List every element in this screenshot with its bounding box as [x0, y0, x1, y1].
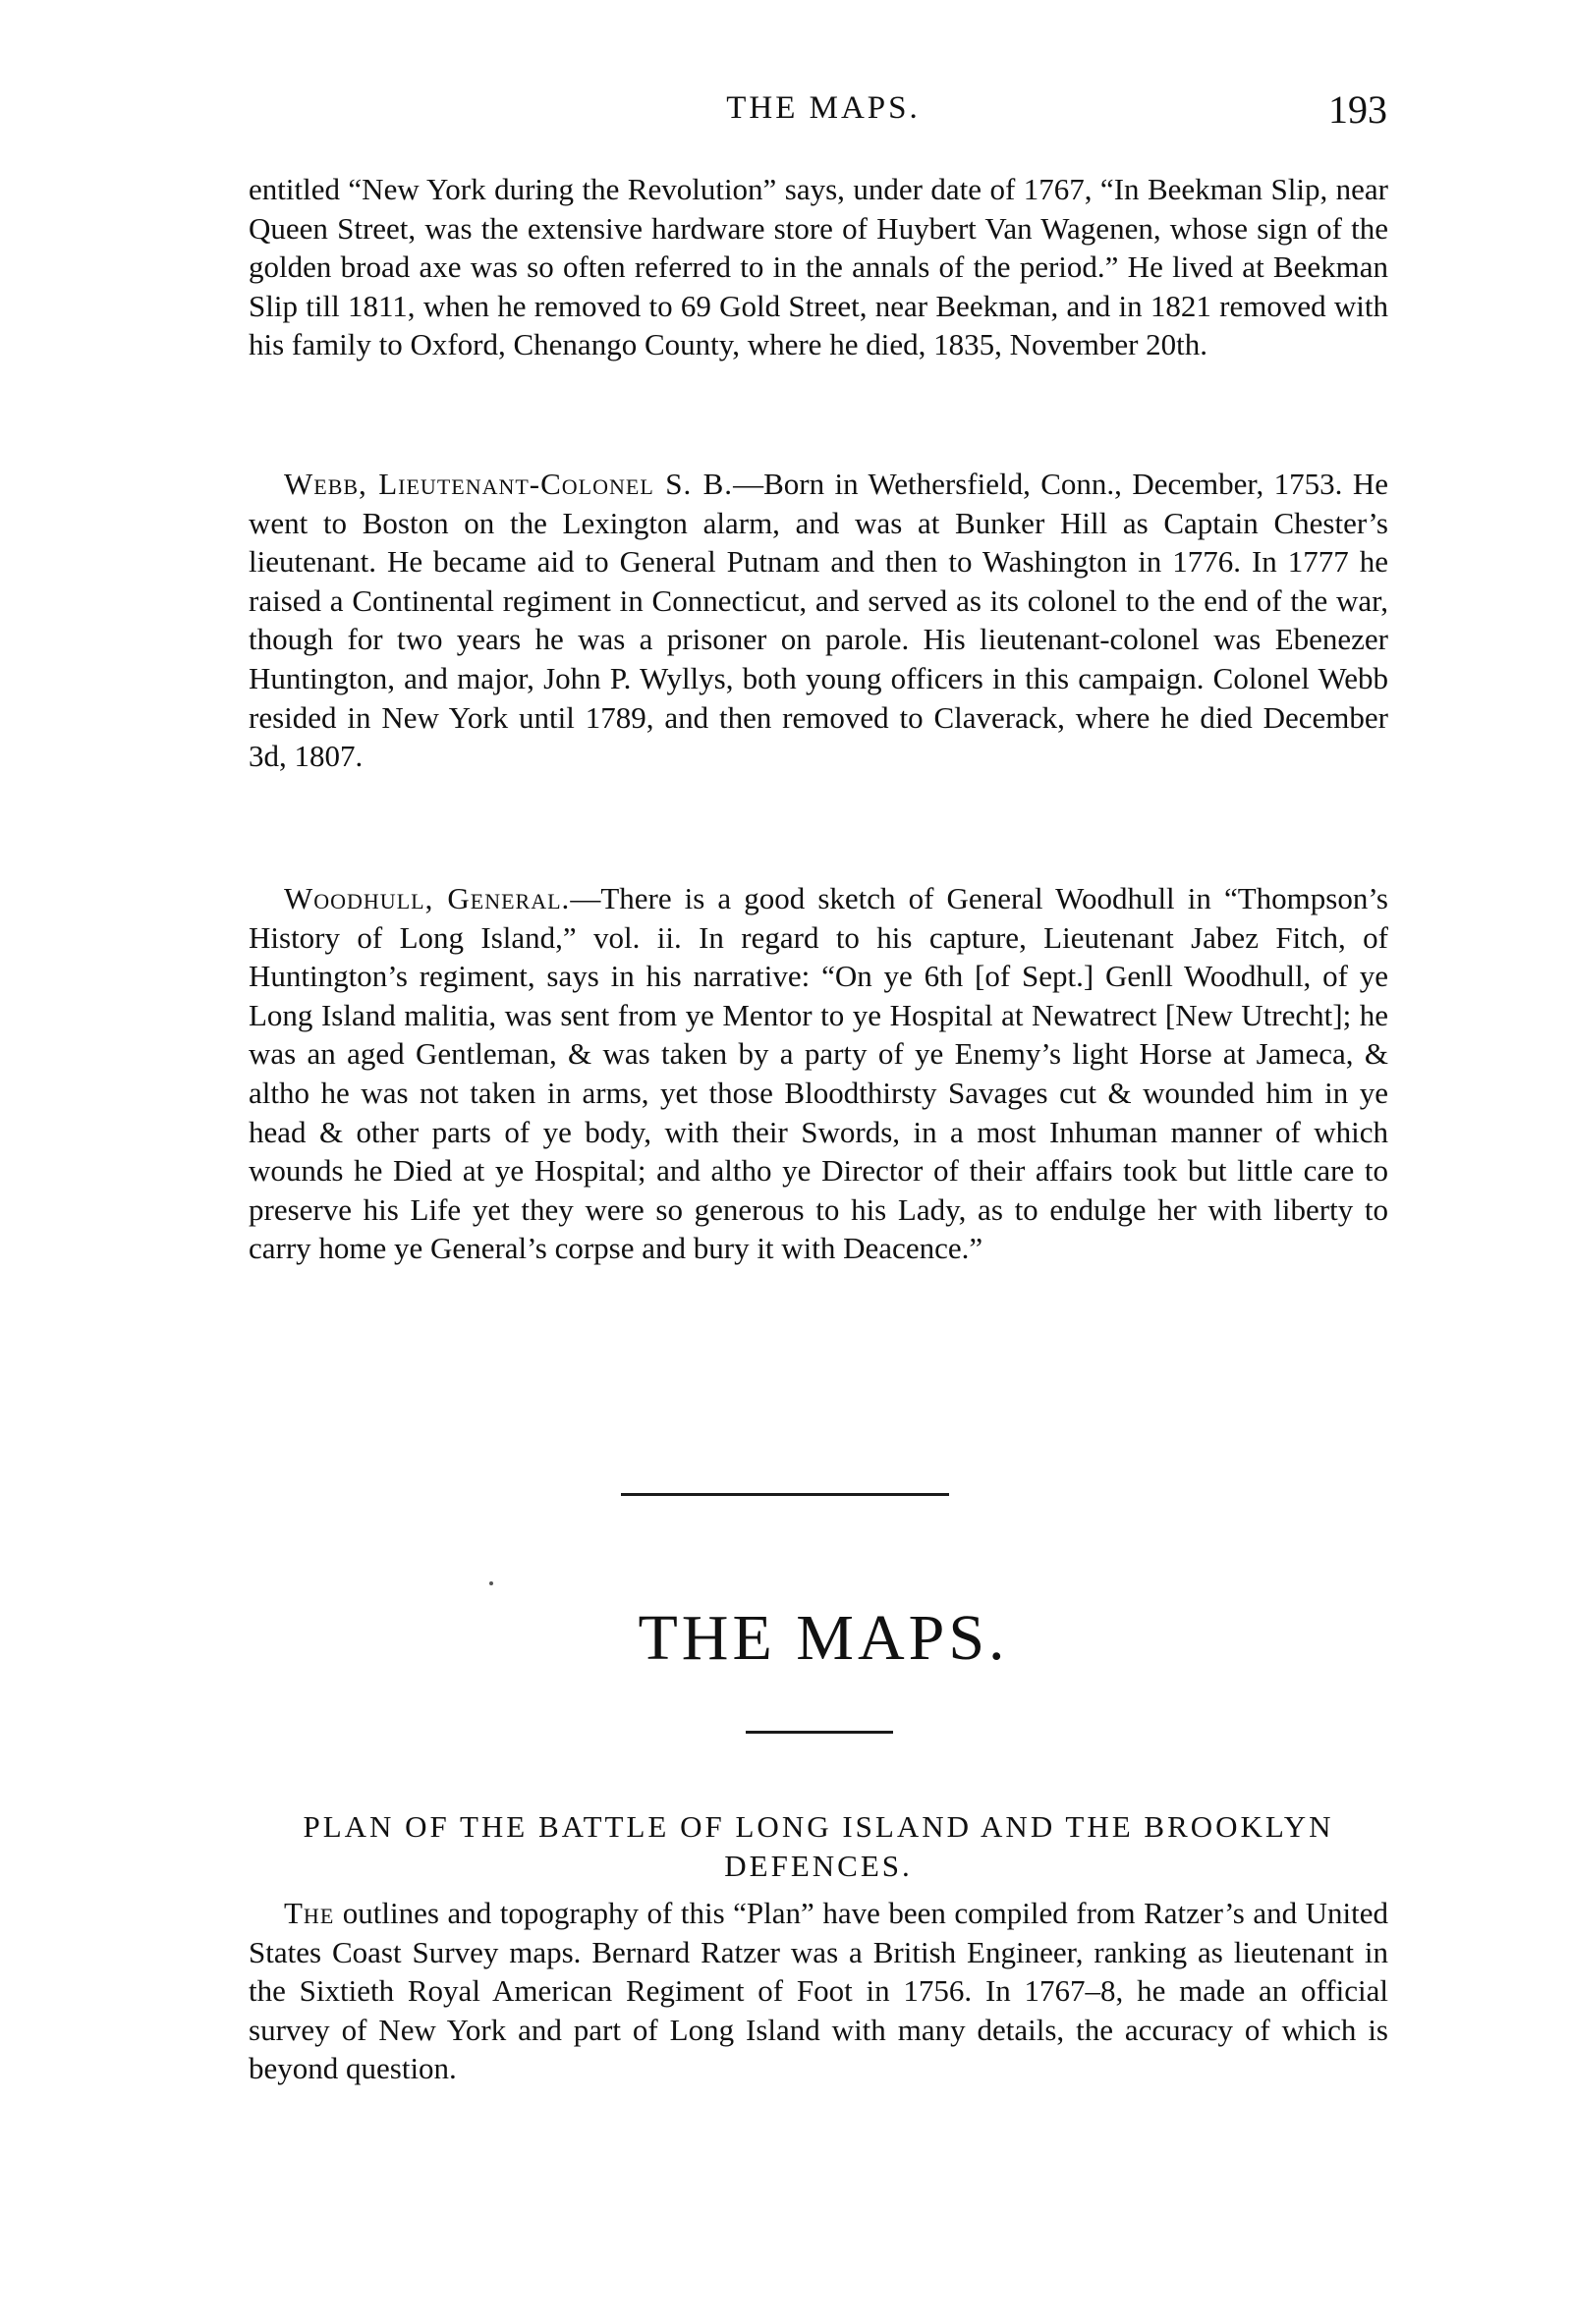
- section-subheading: PLAN OF THE BATTLE OF LONG ISLAND AND THE BROOKLYN DEFENCES.: [303, 1809, 1334, 1883]
- webb-entry: [249, 465, 1388, 776]
- section-divider-rule: [621, 1493, 949, 1496]
- woodhull-entry-text: —There is a good sketch of General Woodhull in “Thompson’s History of Long Island,” vol. ii. In regard to his capture, Lieutenant Jabez Fitch, of Huntington’s regiment, says in his narrative: “On ye 6th [of Sept.] Genll Woodhull, of ye Long Island malitia, was sent from ye Mentor to ye Hospital at Newatrect [New Utrecht]; he was an aged Gentleman, & was taken by a party of ye Enemy’s light Horse at Jameca, & altho he was not taken in arms, yet those Bloodthirsty Savages cut & wounded him in ye head & other parts of ye body, with their Swords, in a most Inhuman manner of which wounds he Died at ye Hospital; and altho ye Director of their affairs took but little care to preserve his Life yet they were so generous to his Lady, as to endulge her with liberty to carry home ye General’s corpse and bury it with Deacence.”: [249, 881, 1388, 1266]
- ink-speck: [489, 1581, 493, 1585]
- webb-entry-text: —Born in Wethersfield, Conn., December, 1753. He went to Boston on the Lexington alarm, and was at Bunker Hill as Captain Chester’s lieutenant. He became aid to General Putnam and then to Washington in 1776. In 1777 he raised a Continental regiment in Connecticut, and served as its colonel to the end of the war, though for two years he was a prisoner on parole. His lieutenant-colonel was Ebenezer Huntington, and major, John P. Wyllys, both young officers in this campaign. Colonel Webb resided in New York until 1789, and then removed to Claverack, where he died December 3d, 1807.: [249, 467, 1388, 774]
- woodhull-entry: [249, 879, 1388, 1268]
- running-title: THE MAPS.: [726, 90, 921, 126]
- woodhull-entry-name: Woodhull, General.: [284, 881, 571, 915]
- maps-intro-paragraph: [249, 1894, 1388, 2088]
- page-number: 193: [1328, 87, 1387, 132]
- continuation-paragraph: [249, 170, 1388, 364]
- maps-intro-lead: The: [284, 1896, 335, 1930]
- webb-entry-name: Webb, Lieutenant-Colonel S. B.: [284, 467, 734, 501]
- page-header: [253, 86, 1393, 145]
- title-underline-rule: [746, 1731, 893, 1734]
- continuation-text: entitled “New York during the Revolution” says, under date of 1767, “In Beekman Slip, near Queen Street, was the extensive hardware store of Huybert Van Wagenen, whose sign of the golden broad axe was so often referred to in the annals of the period.” He lived at Beekman Slip till 1811, when he removed to 69 Gold Street, near Beekman, and in 1821 removed with his family to Oxford, Chenango County, where he died, 1835, November 20th.: [249, 172, 1388, 362]
- section-title: THE MAPS.: [638, 1602, 1009, 1674]
- maps-intro-text: outlines and topography of this “Plan” have been compiled from Ratzer’s and United States Coast Survey maps. Bernard Ratzer was a British Engineer, ranking as lieutenant in the Sixtieth Royal American Regiment of Foot in 1756. In 1767–8, he made an official survey of New York and part of Long Island with many details, the accuracy of which is beyond question.: [249, 1896, 1388, 2086]
